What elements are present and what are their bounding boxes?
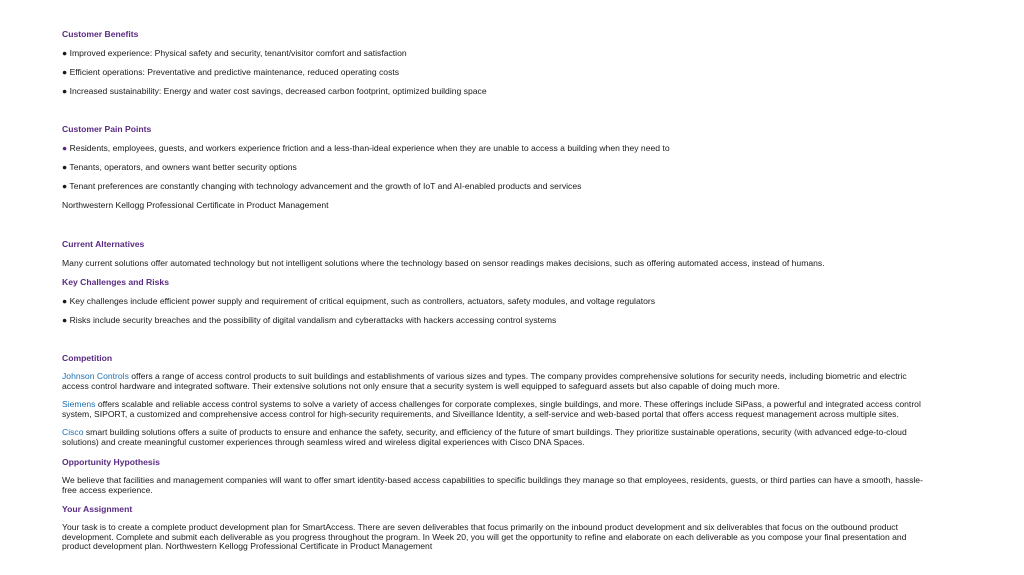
benefit-item: ● Increased sustainability: Energy and water cost savings, decreased carbon footprint, optimized building space	[62, 86, 487, 96]
pain-point-item: ● Tenant preferences are constantly changing with technology advancement and the growth of IoT and AI-enabled products and services	[62, 181, 582, 191]
current-alternatives-text: Many current solutions offer automated technology but not intelligent solutions where the technology based on sensor readings makes decisions, such as offering automated access, instead of humans.	[62, 258, 825, 268]
competitor-link-siemens[interactable]: Siemens	[62, 399, 96, 409]
competitor-link-cisco[interactable]: Cisco	[62, 427, 84, 437]
your-assignment-text: Your task is to create a complete product development plan for SmartAccess. There are seven deliverables that focus primarily on the inbound product development and six deliverables that focus on the outbound product development. Complete and submit each deliverable as you progress throughout the program. In Week 20, you will get the opportunity to refine and elaborate on each deliverable as you compose your final presentation and product development plan. Northwestern Kellogg Professional Certificate in Product Management	[62, 522, 907, 551]
key-challenges-heading: Key Challenges and Risks	[62, 277, 169, 287]
opportunity-hypothesis-heading: Opportunity Hypothesis	[62, 457, 160, 467]
pain-point-bullet: ●	[62, 143, 68, 153]
competitor-entry	[62, 428, 934, 447]
competitor-entry	[62, 400, 934, 419]
opportunity-hypothesis-text: We believe that facilities and management companies will want to offer smart identity-based access capabilities to specific buildings they manage so that employees, residents, guests, or third parties can have a smooth, hassle-free access experience.	[62, 475, 923, 495]
challenge-item: ● Risks include security breaches and the possibility of digital vandalism and cyberattacks with hackers accessing control systems	[62, 315, 557, 325]
pain-point-text: Residents, employees, guests, and workers experience friction and a less-than-ideal experience when they are unable to access a building when they need to	[67, 143, 670, 153]
pain-points-heading: Customer Pain Points	[62, 124, 152, 134]
competition-heading: Competition	[62, 353, 113, 363]
page-footer-text: Northwestern Kellogg Professional Certificate in Product Management	[62, 200, 329, 210]
competitor-description: offers scalable and reliable access control systems to solve a variety of access challenges for corporate complexes, single buildings, and more. These offerings include SiPass, a powerful and integrated access control system, SIPORT, a customized and comprehensive access control for high-security requirements, and Siveillance Identity, a self-service and web-based portal that offers access request management across multiple sites.	[62, 399, 921, 419]
pain-point-item	[62, 143, 670, 153]
benefit-item: ● Improved experience: Physical safety and security, tenant/visitor comfort and satisfaction	[62, 48, 407, 58]
challenge-item: ● Key challenges include efficient power supply and requirement of critical equipment, such as controllers, actuators, safety modules, and voltage regulators	[62, 296, 656, 306]
pain-point-item: ● Tenants, operators, and owners want better security options	[62, 162, 297, 172]
your-assignment-heading: Your Assignment	[62, 504, 133, 514]
benefit-item: ● Efficient operations: Preventative and predictive maintenance, reduced operating costs	[62, 67, 400, 77]
competitor-link-johnson-controls[interactable]: Johnson Controls	[62, 371, 129, 381]
competitor-entry	[62, 372, 934, 391]
current-alternatives-heading: Current Alternatives	[62, 239, 145, 249]
competitor-description: offers a range of access control products to suit buildings and establishments of various sizes and types. The company provides comprehensive solutions for security needs, including biometric and electric access control hardware and integrated software. Their extensive solutions not only ensure that a security system is well equipped to safeguard assets but also capable of doing much more.	[62, 371, 907, 391]
customer-benefits-heading: Customer Benefits	[62, 29, 139, 39]
competitor-description: smart building solutions offers a suite of products to ensure and enhance the safety, security, and efficiency of the future of smart buildings. They prioritize sustainable operations, security (with advanced edge-to-cloud solutions) and create meaningful customer experiences through seamless wired and wireless digital experiences with Cisco DNA Spaces.	[62, 427, 907, 447]
